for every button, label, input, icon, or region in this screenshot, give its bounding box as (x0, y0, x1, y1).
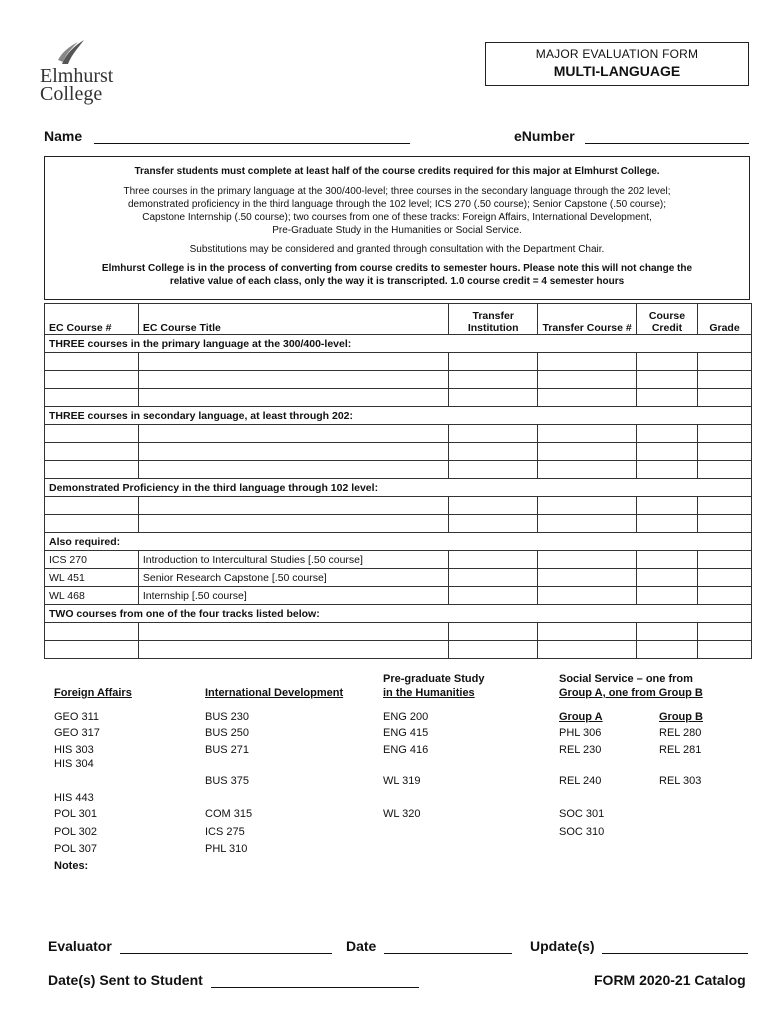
list-item: SOC 310 (559, 826, 605, 838)
name-field (44, 128, 410, 144)
table-row[interactable] (45, 641, 752, 659)
track-pregrad-title-line1: Pre-graduate Study (383, 673, 485, 685)
form-version: FORM 2020-21 Catalog (594, 972, 746, 988)
track-social-service-title-line1: Social Service – one from (559, 673, 693, 685)
form-type: MAJOR EVALUATION FORM (535, 47, 699, 61)
col-ec-course-num: EC Course # (45, 304, 139, 335)
table-row[interactable] (45, 515, 752, 533)
list-item: POL 302 (54, 826, 98, 838)
requirements-info-box (44, 156, 750, 300)
list-item: PHL 310 (205, 843, 248, 855)
list-item: WL 320 (383, 808, 421, 820)
table-row[interactable] (45, 389, 752, 407)
table-row[interactable] (45, 569, 752, 587)
list-item: REL 280 (659, 727, 702, 739)
group-b-title: Group B (659, 711, 703, 723)
track-foreign-affairs-title: Foreign Affairs (54, 687, 132, 699)
course-table (44, 303, 752, 659)
list-item: BUS 230 (205, 711, 250, 723)
info-credit-line2: relative value of each class, only the way it is transcripted. 1.0 course credit = 4 semester hours (169, 276, 625, 287)
info-req-line4: Pre-Graduate Study in the Humanities or Social Service. (272, 225, 522, 236)
section-label: THREE courses in the primary language at the 300/400-level: (45, 335, 752, 353)
section-tracks (45, 605, 752, 623)
form-title: MULTI-LANGUAGE (553, 63, 681, 79)
info-req-line3: Capstone Internship (.50 course); two courses from one of these tracks: Foreign Affairs, International Development, (142, 212, 652, 223)
info-req-line2: demonstrated proficiency in the third language through the 102 level; ICS 270 (.50 course); Senior Capstone (.50 course); (127, 199, 667, 210)
list-item: ENG 200 (383, 711, 429, 723)
course-num: WL 468 (45, 587, 139, 605)
table-row[interactable] (45, 587, 752, 605)
col-transfer-institution: Transfer Institution (449, 304, 538, 335)
table-row[interactable] (45, 497, 752, 515)
list-item: REL 240 (559, 775, 602, 787)
college-logo (40, 38, 120, 104)
track-pregrad-title-line2: in the Humanities (383, 687, 475, 699)
col-grade: Grade (698, 304, 752, 335)
track-intl-dev-title: International Development (205, 687, 344, 699)
track-social-service-title-line2: Group A, one from Group B (559, 687, 703, 699)
evaluator-line[interactable] (120, 952, 332, 954)
list-item: WL 319 (383, 775, 421, 787)
list-item: GEO 317 (54, 727, 100, 739)
info-substitutions: Substitutions may be considered and granted through consultation with the Department Chair. (189, 244, 605, 255)
date-field (346, 938, 512, 954)
info-credit-line1: Elmhurst College is in the process of converting from course credits to semester hours. Please note this will not change the (101, 263, 693, 274)
list-item: BUS 250 (205, 727, 250, 739)
table-row[interactable] (45, 461, 752, 479)
list-item: COM 315 (205, 808, 253, 820)
course-title: Introduction to Intercultural Studies [.50 course] (138, 551, 448, 569)
table-row[interactable] (45, 551, 752, 569)
evaluator-label: Evaluator (48, 938, 112, 954)
updates-line[interactable] (602, 952, 748, 954)
course-num: ICS 270 (45, 551, 139, 569)
updates-field (530, 938, 748, 954)
section-label: Demonstrated Proficiency in the third language through 102 level: (45, 479, 752, 497)
group-a-title: Group A (559, 711, 603, 723)
list-item: GEO 311 (54, 711, 100, 723)
section-also-required (45, 533, 752, 551)
name-line[interactable] (94, 142, 410, 144)
list-item: HIS 443 (54, 792, 94, 804)
course-title: Senior Research Capstone [.50 course] (138, 569, 448, 587)
list-item: PHL 306 (559, 727, 602, 739)
sent-field (48, 972, 419, 988)
list-item: REL 230 (559, 744, 602, 756)
date-line[interactable] (384, 952, 512, 954)
list-item: ENG 416 (383, 744, 429, 756)
list-item: BUS 271 (205, 744, 250, 756)
info-transfer-note: Transfer students must complete at least half of the course credits required for this major at Elmhurst College. (134, 166, 660, 177)
list-item: HIS 303 (54, 744, 94, 756)
section-label: TWO courses from one of the four tracks listed below: (45, 605, 752, 623)
section-label: Also required: (45, 533, 752, 551)
list-item: POL 307 (54, 843, 98, 855)
table-header (45, 304, 752, 335)
table-row[interactable] (45, 425, 752, 443)
logo-text-line2: College (40, 83, 103, 105)
sent-label: Date(s) Sent to Student (48, 972, 203, 988)
enumber-line[interactable] (585, 142, 749, 144)
date-label: Date (346, 938, 377, 954)
col-ec-course-title: EC Course Title (138, 304, 448, 335)
list-item: REL 303 (659, 775, 702, 787)
sent-line[interactable] (211, 986, 419, 988)
list-item: SOC 301 (559, 808, 605, 820)
name-label: Name (44, 128, 83, 144)
list-item: ENG 415 (383, 727, 429, 739)
section-third-language (45, 479, 752, 497)
logo-flame-icon (56, 38, 86, 68)
notes-label: Notes: (54, 860, 89, 872)
course-title: Internship [.50 course] (138, 587, 448, 605)
table-row[interactable] (45, 353, 752, 371)
info-req-line1: Three courses in the primary language at the 300/400-level; three courses in the secondary language through the 202 level; (123, 186, 671, 197)
course-num: WL 451 (45, 569, 139, 587)
form-title-box (485, 42, 749, 86)
col-course-credit: Course Credit (637, 304, 698, 335)
list-item: REL 281 (659, 744, 702, 756)
tracks-section (54, 670, 754, 880)
list-item: HIS 304 (54, 758, 94, 770)
table-row[interactable] (45, 443, 752, 461)
enumber-field (514, 128, 749, 144)
section-label: THREE courses in secondary language, at least through 202: (45, 407, 752, 425)
section-primary-language (45, 335, 752, 353)
evaluator-field (48, 938, 332, 954)
enumber-label: eNumber (514, 128, 575, 144)
table-row[interactable] (45, 623, 752, 641)
list-item: ICS 275 (205, 826, 245, 838)
updates-label: Update(s) (530, 938, 595, 954)
list-item: POL 301 (54, 808, 98, 820)
table-row[interactable] (45, 371, 752, 389)
logo-text-line1: Elmhurst (40, 65, 114, 87)
list-item: BUS 375 (205, 775, 250, 787)
section-secondary-language (45, 407, 752, 425)
col-transfer-course-num: Transfer Course # (538, 304, 637, 335)
